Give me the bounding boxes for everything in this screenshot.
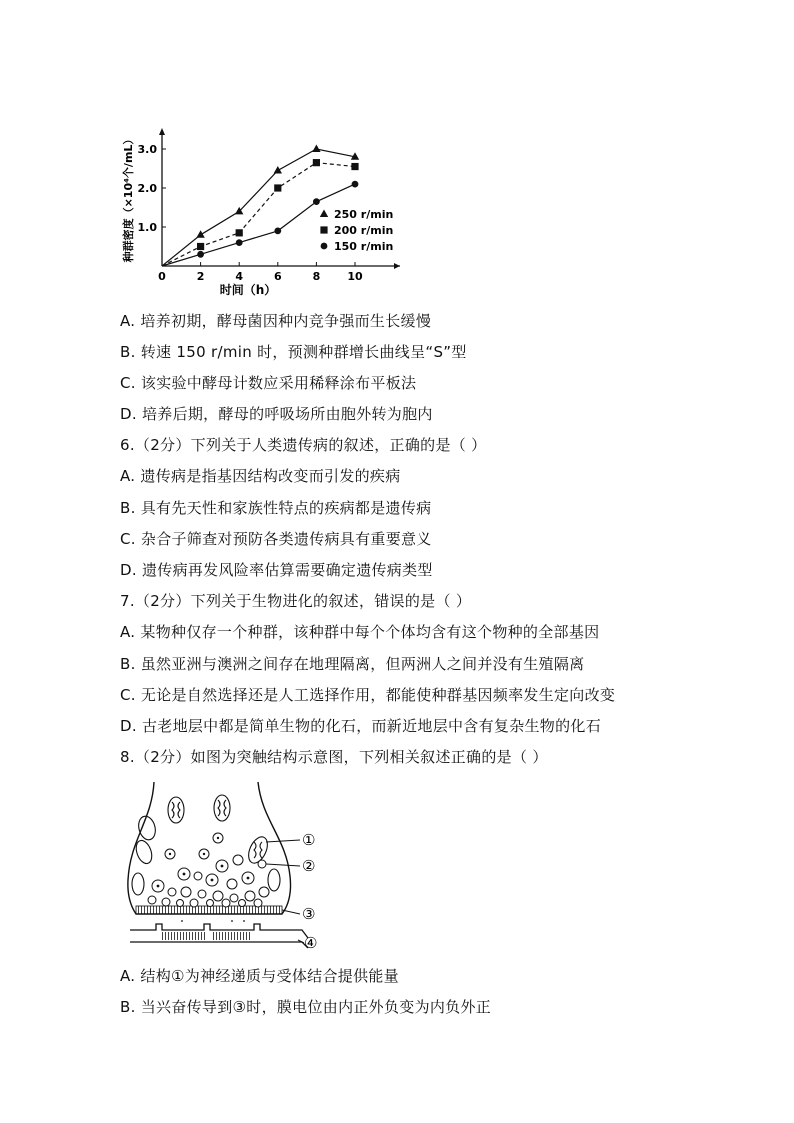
vesicle [254,899,262,907]
presynaptic-membrane [136,906,282,914]
q6-option-c: C. 杂合子筛查对预防各类遗传病具有重要意义 [120,530,432,548]
vesicle [222,899,230,907]
data-point-circle [321,243,328,250]
vesicle [177,900,184,907]
legend-label: 250 r/min [334,208,394,221]
q7-option-a: A. 某物种仅存一个种群，该种群中每个个体均含有这个物种的全部基因 [120,623,600,641]
x-tick-label: 10 [347,270,363,283]
y-tick-label: 3.0 [137,143,157,156]
label-1: ① [302,831,316,849]
data-point-triangle [196,230,204,238]
vesicle [239,900,246,907]
q6-option-d: D. 遗传病再发风险率估算需要确定遗传病类型 [120,561,433,579]
vesicle [213,891,223,901]
vesicle [190,899,198,907]
vesicle [227,879,237,889]
x-tick-label: 4 [235,270,244,283]
axis-ticks [138,143,363,283]
q6-stem: 6.（2分）下列关于人类遗传病的叙述，正确的是（ ） [120,436,487,454]
vesicle [258,860,266,868]
label-3: ③ [302,905,316,923]
synapse-diagram [122,780,332,952]
vesicle [230,894,238,902]
series-line [162,184,355,266]
data-point-circle [197,251,204,258]
mitochondrion [132,873,144,895]
vesicle [194,872,202,880]
data-point-triangle [320,210,328,218]
vesicle [162,898,170,906]
series-triangle [162,145,359,267]
mitochondrion [268,869,280,891]
data-point-circle [274,228,281,235]
data-point-triangle [274,166,282,174]
q7-option-c: C. 无论是自然选择还是人工选择作用，都能使种群基因频率发生定向改变 [120,686,616,704]
q5-option-d: D. 培养后期，酵母的呼吸场所由胞外转为胞内 [120,405,433,423]
legend-label: 200 r/min [334,224,394,237]
legend-label: 150 r/min [334,240,394,253]
x-tick-label: 6 [273,270,282,283]
data-point-square [313,159,320,166]
data-point-square [274,184,281,191]
q6-option-a: A. 遗传病是指基因结构改变而引发的疾病 [120,467,401,485]
chart-legend [320,208,393,253]
vesicle [207,900,214,907]
diagram-labels [302,831,317,952]
x-tick-label: 8 [312,270,321,283]
q7-option-d: D. 古老地层中都是简单生物的化石，而新近地层中含有复杂生物的化石 [120,717,601,735]
q5-option-b: B. 转速 150 r/min 时，预测种群增长曲线呈“S”型 [120,343,467,361]
data-point-circle [313,198,320,205]
y-tick-label: 1.0 [137,221,157,234]
vesicle [198,890,206,898]
data-point-square [320,226,327,233]
data-point-circle [236,239,243,246]
vesicle [259,887,269,897]
vesicle [168,888,176,896]
vesicle [233,855,243,865]
q5-option-a: A. 培养初期，酵母菌因种内竞争强而生长缓慢 [120,312,432,330]
q6-option-b: B. 具有先天性和家族性特点的疾病都是遗传病 [120,499,432,517]
data-point-square [351,163,358,170]
y-axis-title [121,134,135,264]
mitochondrion [136,814,158,841]
vesicle [181,887,191,897]
q8-option-b: B. 当兴奋传导到③时，膜电位由内正外负变为内负外正 [120,998,492,1016]
mitochondrion [168,797,184,823]
x-axis-label: 时间（h） [219,283,277,297]
q7-stem: 7.（2分）下列关于生物进化的叙述，错误的是（ ） [120,592,472,610]
label-4: ④ [304,934,318,952]
label-2: ② [302,857,316,875]
chart-series [162,145,359,267]
data-point-triangle [312,145,320,153]
data-point-square [197,243,204,250]
population-density-chart [112,108,412,300]
x-axis-arrow-icon [394,263,400,269]
q5-option-c: C. 该实验中酵母计数应采用稀释涂布平板法 [120,374,417,392]
mitochondrion [214,795,230,821]
y-tick-label: 2.0 [137,182,157,195]
series-square [162,159,359,266]
vesicle [148,896,156,904]
postsynaptic-density [162,932,206,940]
cleft-dots [181,920,245,922]
data-point-square [236,229,243,236]
q8-stem: 8.（2分）如图为突触结构示意图，下列相关叙述正确的是（ ） [120,748,548,766]
synaptic-vesicles [148,833,269,907]
y-axis-label: 种群密度（×10⁴个/mL） [122,133,135,263]
mitochondrion-1 [245,834,271,866]
data-point-circle [352,181,359,188]
x-tick-label: 0 [158,270,166,283]
series-circle [162,181,358,266]
y-axis-arrow-icon [159,128,165,135]
q8-option-a: A. 结构①为神经递质与受体结合提供能量 [120,967,399,985]
x-tick-label: 2 [196,270,205,283]
q7-option-b: B. 虽然亚洲与澳洲之间存在地理隔离，但两洲人之间并没有生殖隔离 [120,655,585,673]
vesicle [245,891,255,901]
